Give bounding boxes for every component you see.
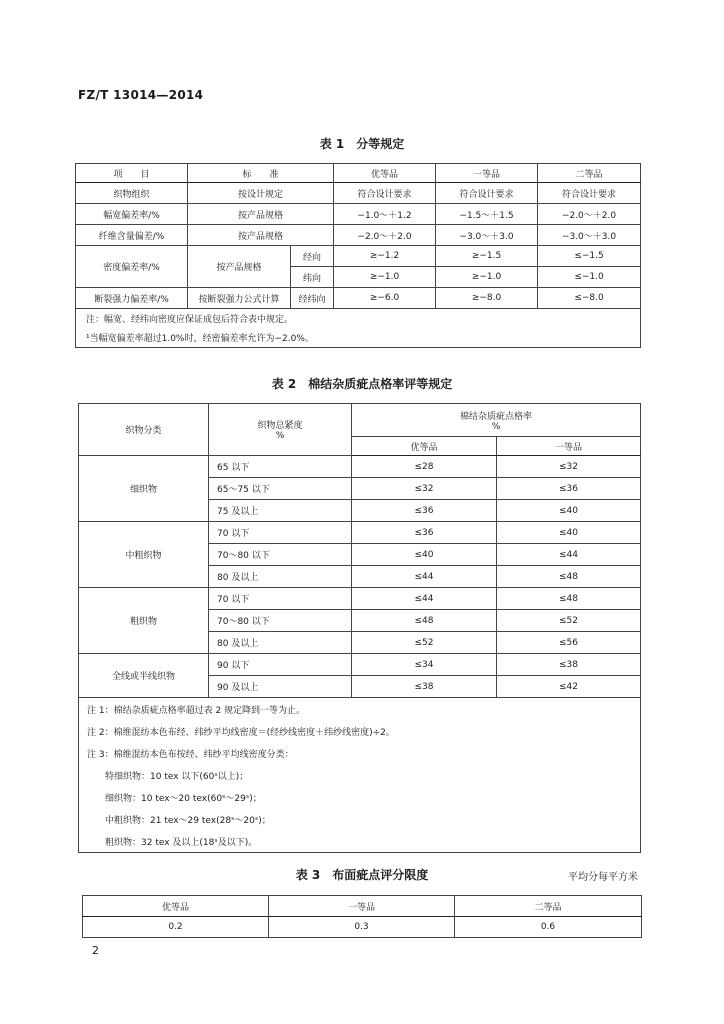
cell-premium: ≤52	[352, 632, 497, 654]
table2-note: 注 1：棉结杂质疵点格率超过表 2 规定降到一等为止。	[79, 698, 641, 721]
density-range: 70 以下	[209, 588, 352, 610]
fabric-category: 全线或半线织物	[79, 654, 209, 698]
table-row	[76, 246, 641, 267]
cell-first: ≤52	[497, 610, 641, 632]
cell-premium: ≤34	[352, 654, 497, 676]
table2-note: 特细织物：10 tex 以下(60ˢ以上)；	[79, 764, 641, 786]
cell-second: −3.0～＋3.0	[538, 225, 641, 246]
row-item: 幅宽偏差率/%	[76, 204, 188, 225]
density-range: 70 以下	[209, 522, 352, 544]
col-header-density: 织物总紧度 %	[209, 404, 352, 456]
cell-premium: −2.0～＋2.0	[334, 225, 436, 246]
row-direction: 经纬向	[291, 288, 334, 309]
density-range: 80 及以上	[209, 632, 352, 654]
table-header-row	[76, 164, 641, 183]
table-header-row	[79, 404, 641, 437]
cell-premium: ≤28	[352, 456, 497, 478]
cell-first: 符合设计要求	[436, 183, 538, 204]
cell-first: ≤38	[497, 654, 641, 676]
cell-first: ≤42	[497, 676, 641, 698]
row-standard: 按设计规定	[188, 183, 334, 204]
table2-note: 注 3：棉维混纺本色布按经、纬纱平均线密度分类：	[79, 742, 641, 764]
cell-second: ≤−1.0	[538, 267, 641, 288]
cell-first: 0.3	[269, 917, 455, 938]
cell-first: ≤32	[497, 456, 641, 478]
table3-unit: 平均分每平方米	[568, 872, 638, 883]
defect-score-table	[82, 895, 642, 938]
table-note-row	[79, 720, 641, 742]
cell-first: ≤48	[497, 566, 641, 588]
cell-first: −1.5～＋1.5	[436, 204, 538, 225]
row-standard: 按产品规格	[188, 204, 334, 225]
cell-first: ≤56	[497, 632, 641, 654]
row-standard: 按产品规格	[188, 246, 291, 288]
density-range: 90 以下	[209, 654, 352, 676]
col-header-item: 项 目	[76, 164, 188, 183]
cell-premium: 符合设计要求	[334, 183, 436, 204]
table-row	[76, 288, 641, 309]
table-note-row	[79, 830, 641, 853]
neps-impurity-table	[78, 403, 641, 853]
cell-first: ≤48	[497, 588, 641, 610]
row-direction: 纬向	[291, 267, 334, 288]
density-range: 75 及以上	[209, 500, 352, 522]
cell-second: ≤−1.5	[538, 246, 641, 267]
col-header-standard: 标 准	[188, 164, 334, 183]
cell-premium: ≤44	[352, 566, 497, 588]
table-row	[76, 183, 641, 204]
density-range: 65～75 以下	[209, 478, 352, 500]
table-header-row	[83, 896, 642, 917]
table-note-row	[79, 808, 641, 830]
col-header-second: 二等品	[455, 896, 642, 917]
col-header-premium: 优等品	[83, 896, 269, 917]
cell-second: ≤−8.0	[538, 288, 641, 309]
fabric-category: 细织物	[79, 456, 209, 522]
table-row	[83, 917, 642, 938]
table-note-row	[76, 328, 641, 348]
grading-table	[75, 163, 641, 348]
table-row	[79, 654, 641, 676]
cell-premium: ≤32	[352, 478, 497, 500]
cell-second: 符合设计要求	[538, 183, 641, 204]
col-header-category: 织物分类	[79, 404, 209, 456]
row-standard: 按断裂强力公式计算	[188, 288, 291, 309]
row-standard: 按产品规格	[188, 225, 334, 246]
cell-premium: ≥−1.2	[334, 246, 436, 267]
table1-footnote: ¹当幅宽偏差率超过1.0%时，经密偏差率允许为−2.0%。	[76, 328, 641, 348]
cell-premium: 0.2	[83, 917, 269, 938]
cell-premium: ≤36	[352, 522, 497, 544]
density-range: 80 及以上	[209, 566, 352, 588]
density-range: 70～80 以下	[209, 610, 352, 632]
cell-first: ≤44	[497, 544, 641, 566]
col-header-premium: 优等品	[352, 437, 497, 456]
cell-premium: ≤38	[352, 676, 497, 698]
density-range: 70～80 以下	[209, 544, 352, 566]
fabric-category: 中粗织物	[79, 522, 209, 588]
cell-first: ≤40	[497, 522, 641, 544]
row-item: 断裂强力偏差率/%	[76, 288, 188, 309]
table2-note: 细织物：10 tex～20 tex(60ˢ～29ˢ)；	[79, 786, 641, 808]
col-header-first: 一等品	[269, 896, 455, 917]
table-row	[76, 225, 641, 246]
col-header-second: 二等品	[538, 164, 641, 183]
table-row	[79, 456, 641, 478]
cell-second: −2.0～＋2.0	[538, 204, 641, 225]
table1-caption: 表 1 分等规定	[319, 137, 405, 151]
cell-second: 0.6	[455, 917, 642, 938]
density-range: 65 以下	[209, 456, 352, 478]
row-direction: 经向	[291, 246, 334, 267]
density-range: 90 及以上	[209, 676, 352, 698]
col-header-rate: 棉结杂质疵点格率 %	[352, 404, 641, 437]
row-item: 纤维含量偏差/%	[76, 225, 188, 246]
table-row	[76, 204, 641, 225]
table-note-row	[79, 742, 641, 764]
table2-note: 粗织物：32 tex 及以上(18ˢ及以下)。	[79, 830, 641, 853]
fabric-category: 粗织物	[79, 588, 209, 654]
page-number: 2	[92, 944, 99, 957]
row-item: 织物组织	[76, 183, 188, 204]
cell-first: −3.0～＋3.0	[436, 225, 538, 246]
cell-premium: −1.0～＋1.2	[334, 204, 436, 225]
col-header-first: 一等品	[436, 164, 538, 183]
col-header-first: 一等品	[497, 437, 641, 456]
cell-premium: ≤40	[352, 544, 497, 566]
standard-number: FZ/T 13014—2014	[78, 88, 204, 102]
table1-note: 注：幅宽、经纬向密度应保证成包后符合表中规定。	[76, 309, 641, 329]
table2-note: 中粗织物：21 tex～29 tex(28ˢ～20ˢ)；	[79, 808, 641, 830]
table-note-row	[79, 786, 641, 808]
col-header-premium: 优等品	[334, 164, 436, 183]
table-note-row	[79, 764, 641, 786]
row-item: 密度偏差率/%	[76, 246, 188, 288]
cell-premium: ≥−1.0	[334, 267, 436, 288]
cell-first: ≥−1.5	[436, 246, 538, 267]
table2-note: 注 2：棉维混纺本色布经、纬纱平均线密度＝(经纱线密度＋纬纱线密度)÷2。	[79, 720, 641, 742]
cell-premium: ≤36	[352, 500, 497, 522]
table-row	[79, 522, 641, 544]
cell-premium: ≥−6.0	[334, 288, 436, 309]
table2-caption: 表 2 棉结杂质疵点格率评等规定	[271, 377, 453, 391]
cell-premium: ≤48	[352, 610, 497, 632]
cell-first: ≤40	[497, 500, 641, 522]
table3-caption: 表 3 布面疵点评分限度	[295, 868, 429, 882]
cell-premium: ≤44	[352, 588, 497, 610]
table-note-row	[76, 309, 641, 329]
cell-first: ≥−8.0	[436, 288, 538, 309]
table-row	[79, 588, 641, 610]
cell-first: ≥−1.0	[436, 267, 538, 288]
cell-first: ≤36	[497, 478, 641, 500]
table-note-row	[79, 698, 641, 721]
